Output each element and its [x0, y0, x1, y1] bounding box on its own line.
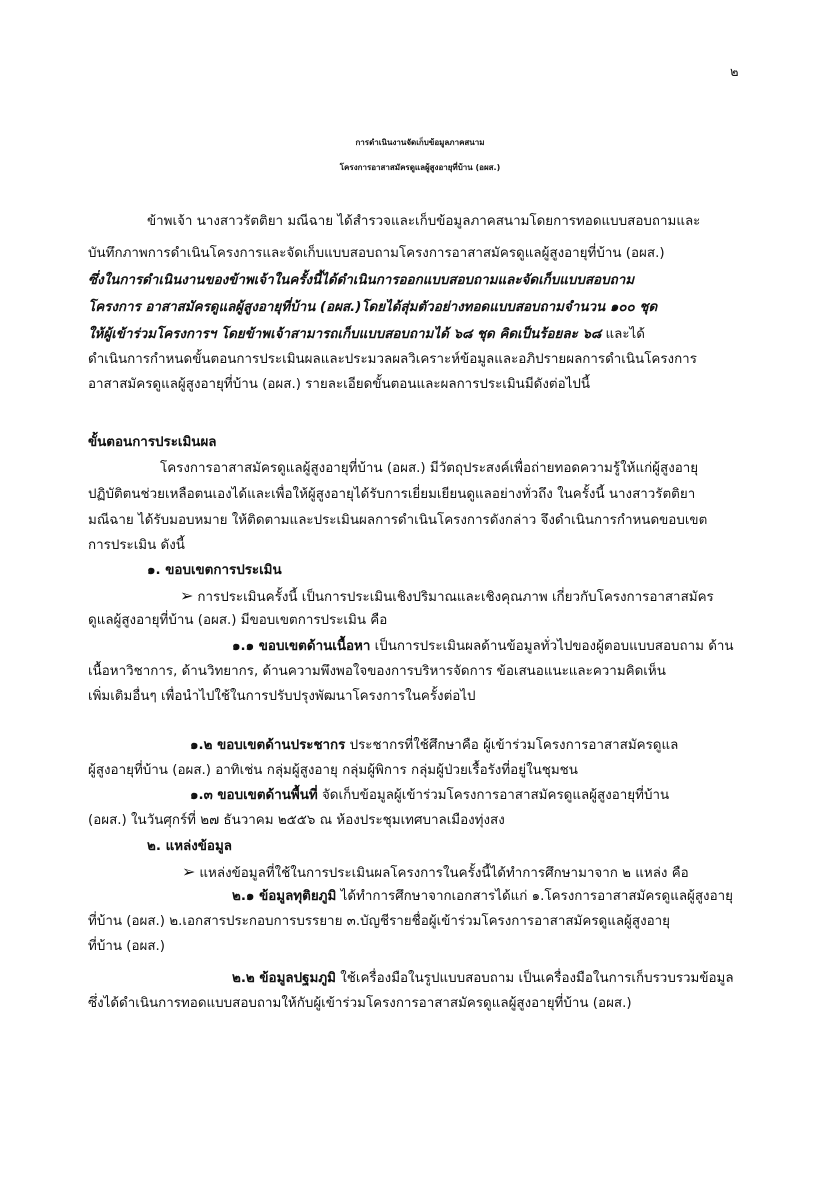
- arrow-bullet-icon: ➢: [180, 586, 194, 605]
- primary-data-line-2: ซึ่งได้ดำเนินการทอดแบบสอบถามให้กับผู้เข้าร่วมโครงการอาสาสมัครดูแลผู้สูงอายุที่บ้าน (อผส.): [88, 996, 632, 1011]
- intro-line-2: บันทึกภาพการดำเนินโครงการและจัดเก็บแบบสอบถามโครงการอาสาสมัครดูแลผู้สูงอายุที่บ้าน (อผส.): [88, 246, 665, 261]
- page-number: ๒: [730, 65, 739, 80]
- population-scope-line-2: ผู้สูงอายุที่บ้าน (อผส.) อาทิเช่น กลุ่มผู้สูงอายุ กลุ่มผู้พิการ กลุ่มผู้ป่วยเรื้อรังที่อยู่ในชุมชน: [88, 763, 578, 778]
- steps-line-2: ปฏิบัติตนช่วยเหลือตนเองได้และเพื่อให้ผู้สูงอายุได้รับการเยี่ยมเยียนดูแลอย่างทั่วถึง ในครั้งนี้ นางสาวรัตติยา: [88, 487, 696, 502]
- area-scope-label: ๑.๓ ขอบเขตด้านพื้นที่: [190, 788, 318, 803]
- primary-data-text: ใช้เครื่องมือในรูปแบบสอบถาม เป็นเครื่องมือในการเก็บรวบรวมข้อมูล: [336, 971, 734, 986]
- intro-line-1: ข้าพเจ้า นางสาวรัตติยา มณีฉาย ได้สำรวจและเก็บข้อมูลภาคสนามโดยการทอดแบบสอบถามและ: [147, 214, 701, 229]
- intro-line-5-tail: และได้: [601, 327, 645, 342]
- steps-line-3: มณีฉาย ได้รับมอบหมาย ให้ติดตามและประเมินผลการดำเนินโครงการดังกล่าว จึงดำเนินการกำหนดขอบเขต: [88, 513, 708, 528]
- content-scope-text: เป็นการประเมินผลด้านข้อมูลทั่วไปของผู้ตอบแบบสอบถาม ด้าน: [370, 639, 734, 654]
- steps-heading: ขั้นตอนการประเมินผล: [88, 435, 217, 450]
- steps-line-4: การประเมิน ดังนี้: [88, 538, 185, 553]
- scope-bullet-text: การประเมินครั้งนี้ เป็นการประเมินเชิงปริมาณและเชิงคุณภาพ เกี่ยวกับโครงการอาสาสมัคร: [197, 590, 714, 605]
- intro-line-7: อาสาสมัครดูแลผู้สูงอายุที่บ้าน (อผส.) รายละเอียดขั้นตอนและผลการประเมินมีดังต่อไปนี้: [88, 377, 591, 392]
- secondary-data-line-1: [232, 884, 733, 909]
- secondary-data-line-3: ที่บ้าน (อผส.): [88, 939, 166, 954]
- primary-data-label: ๒.๒ ข้อมูลปฐมภูมิ: [232, 971, 336, 986]
- arrow-bullet-icon: ➢: [182, 862, 196, 881]
- title-line-2: โครงการอาสาสมัครดูแลผู้สูงอายุที่บ้าน (อผส.): [339, 163, 501, 172]
- sources-heading: ๒. แหล่งข้อมูล: [147, 839, 233, 854]
- scope-bullet-line-2: ดูแลผู้สูงอายุที่บ้าน (อผส.) มีขอบเขตการประเมิน คือ: [88, 613, 388, 628]
- sources-bullet-line: [182, 859, 689, 886]
- content-scope-label: ๑.๑ ขอบเขตด้านเนื้อหา: [232, 639, 371, 654]
- content-scope-line-2: เนื้อหาวิชาการ, ด้านวิทยากร, ด้านความพึงพอใจของการบริหารจัดการ ข้อเสนอแนะและความคิดเห็น: [88, 664, 666, 679]
- area-scope-text: จัดเก็บข้อมูลผู้เข้าร่วมโครงการอาสาสมัครดูแลผู้สูงอายุที่บ้าน: [317, 788, 670, 803]
- intro-line-4: โครงการ อาสาสมัครดูแลผู้สูงอายุที่บ้าน (อผส.)โดยได้สุ่มตัวอย่างทอดแบบสอบถามจำนวน ๑๐๐ ชุด: [88, 300, 658, 315]
- population-scope-text: ประชากรที่ใช้ศึกษาคือ ผู้เข้าร่วมโครงการอาสาสมัครดูแล: [345, 738, 679, 753]
- intro-line-6: ดำเนินการกำหนดขั้นตอนการประเมินผลและประมวลผลวิเคราะห์ข้อมูลและอภิปรายผลการดำเนินโครงการ: [88, 352, 697, 367]
- intro-line-5: [88, 322, 645, 347]
- secondary-data-text: ได้ทำการศึกษาจากเอกสารได้แก่ ๑.โครงการอาสาสมัครดูแลผู้สูงอายุ: [336, 889, 733, 904]
- area-scope-line-2: (อผส.) ในวันศุกร์ที่ ๒๗ ธันวาคม ๒๕๕๖ ณ ห้องประชุมเทศบาลเมืองทุ่งสง: [88, 813, 505, 828]
- content-scope-line-1: [232, 634, 734, 659]
- area-scope-line-1: [190, 783, 669, 808]
- scope-heading: ๑. ขอบเขตการประเมิน: [147, 563, 282, 578]
- secondary-data-label: ๒.๑ ข้อมูลทุติยภูมิ: [232, 889, 337, 904]
- population-scope-label: ๑.๒ ขอบเขตด้านประชากร: [190, 738, 346, 753]
- primary-data-line-1: [232, 966, 734, 991]
- intro-line-5-emphasis: ให้ผู้เข้าร่วมโครงการฯ โดยข้าพเจ้าสามารถเก็บแบบสอบถามได้ ๖๘ ชุด คิดเป็นร้อยละ ๖๘: [88, 327, 602, 342]
- scope-bullet-line-1: [180, 583, 714, 610]
- steps-line-1: โครงการอาสาสมัครดูแลผู้สูงอายุที่บ้าน (อผส.) มีวัตถุประสงค์เพื่อถ่ายทอดความรู้ให้แก่ผู้สูงอายุ: [160, 461, 699, 476]
- intro-line-3: ซึ่งในการดำเนินงานของข้าพเจ้าในครั้งนี้ได้ดำเนินการออกแบบสอบถามและจัดเก็บแบบสอบถาม: [88, 273, 635, 288]
- content-scope-line-3: เพิ่มเติมอื่นๆ เพื่อนำไปใช้ในการปรับปรุงพัฒนาโครงการในครั้งต่อไป: [88, 689, 476, 704]
- title-line-1: การดำเนินงานจัดเก็บข้อมูลภาคสนาม: [355, 138, 485, 147]
- sources-bullet-text: แหล่งข้อมูลที่ใช้ในการประเมินผลโครงการในครั้งนี้ได้ทำการศึกษามาจาก ๒ แหล่ง คือ: [199, 866, 689, 881]
- secondary-data-line-2: ที่บ้าน (อผส.) ๒.เอกสารประกอบการบรรยาย ๓.บัญชีรายชื่อผู้เข้าร่วมโครงการอาสาสมัครดูแลผู้สูงอายุ: [88, 914, 671, 929]
- population-scope-line-1: [190, 733, 678, 758]
